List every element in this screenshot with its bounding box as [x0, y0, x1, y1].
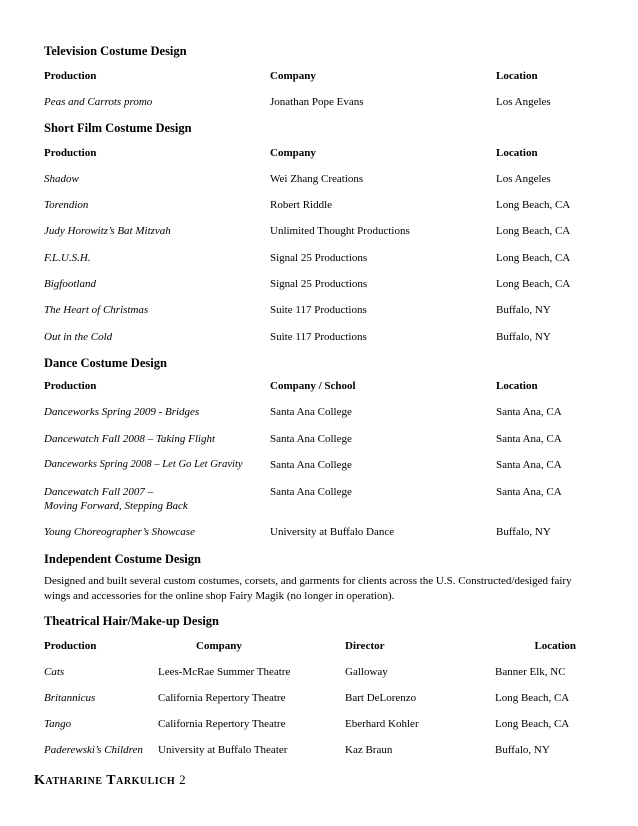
col-production: Production [44, 640, 97, 652]
company-cell: Santa Ana College [270, 459, 352, 471]
location-cell: Santa Ana, CA [496, 433, 562, 445]
production-cell: The Heart of Christmas [44, 304, 149, 316]
table-row [44, 173, 600, 185]
col-location: Location [534, 640, 576, 652]
production-cell: Danceworks Spring 2009 - Bridges [44, 406, 200, 418]
table-row [44, 718, 600, 730]
production-cell: Bigfootland [44, 278, 96, 290]
table-row [44, 744, 600, 756]
company-cell: Wei Zhang Creations [270, 173, 364, 185]
col-production: Production [44, 70, 97, 82]
location-cell: Santa Ana, CA [496, 406, 562, 418]
company-cell: Suite 117 Productions [270, 304, 367, 316]
production-cell: Britannicus [44, 692, 96, 704]
section-title: Theatrical Hair/Make-up Design [44, 614, 219, 628]
col-location: Location [496, 70, 538, 82]
independent-section [44, 552, 600, 602]
table-header [44, 147, 600, 159]
company-cell: University at Buffalo Theater [158, 744, 288, 756]
col-location: Location [496, 380, 538, 392]
production-cell: Peas and Carrots promo [44, 96, 153, 108]
footer-name: Katharine Tarkulich [34, 773, 176, 788]
col-company: Company [270, 70, 316, 82]
table-row [44, 692, 600, 704]
table-row [44, 225, 600, 237]
production-cell: Judy Horowitz’s Bat Mitzvah [44, 225, 171, 237]
director-cell: Kaz Braun [345, 744, 393, 756]
production-cell: Dancewatch Fall 2008 – Taking Flight [44, 433, 215, 445]
table-row [44, 199, 600, 211]
page-number: 2 [179, 772, 187, 787]
col-company [158, 640, 345, 652]
table-header [44, 380, 600, 392]
col-director: Director [345, 640, 385, 652]
table-header [44, 70, 600, 82]
production-cell: Torendion [44, 199, 89, 211]
production-cell: Tango [44, 718, 72, 730]
company-cell: Jonathan Pope Evans [270, 96, 364, 108]
section-title: Dance Costume Design [44, 356, 167, 370]
location-cell: Banner Elk, NC [495, 666, 566, 678]
theatrical-section [44, 614, 600, 756]
col-production: Production [44, 147, 97, 159]
company-cell: Suite 117 Productions [270, 331, 367, 343]
production-cell: Cats [44, 666, 65, 678]
location-cell: Buffalo, NY [495, 744, 550, 756]
company-cell: Lees-McRae Summer Theatre [158, 666, 291, 678]
tv-section [44, 44, 600, 108]
company-cell: Signal 25 Productions [270, 278, 368, 290]
director-cell: Eberhard Kohler [345, 718, 419, 730]
dance-section [44, 356, 600, 538]
company-cell: Signal 25 Productions [270, 252, 368, 264]
location-cell: Los Angeles [496, 173, 551, 185]
col-company: Company / School [270, 380, 356, 392]
location-cell: Long Beach, CA [496, 278, 571, 290]
table-row [44, 331, 600, 343]
production-cell: Out in the Cold [44, 331, 113, 343]
location-cell: Long Beach, CA [495, 692, 570, 704]
production-cell [44, 486, 270, 512]
table-row [44, 486, 600, 512]
table-row [44, 526, 600, 538]
location-cell: Los Angeles [496, 96, 551, 108]
section-title: Independent Costume Design [44, 552, 201, 566]
production-line-2: Moving Forward, Stepping Back [44, 500, 188, 512]
director-cell: Galloway [345, 666, 388, 678]
section-title: Short Film Costume Design [44, 121, 192, 135]
company-cell: Santa Ana College [270, 406, 352, 418]
table-row [44, 96, 600, 108]
page-footer [34, 772, 186, 789]
col-company: Company [270, 147, 316, 159]
table-row [44, 278, 600, 290]
company-cell: California Repertory Theatre [158, 718, 286, 730]
company-cell: California Repertory Theatre [158, 692, 286, 704]
director-cell: Bart DeLorenzo [345, 692, 417, 704]
table-row [44, 666, 600, 678]
table-header [44, 640, 576, 652]
col-location: Location [496, 147, 538, 159]
table-row [44, 252, 600, 264]
company-cell: University at Buffalo Dance [270, 526, 395, 538]
production-cell: Paderewski’s Children [44, 744, 143, 756]
company-cell: Robert Riddle [270, 199, 333, 211]
table-row [44, 433, 600, 445]
company-cell: Santa Ana College [270, 433, 352, 445]
location-cell: Buffalo, NY [496, 304, 551, 316]
location-cell: Santa Ana, CA [496, 459, 562, 471]
independent-description: Designed and built several custom costumes, corsets, and garments for clients across the U.S. Constructed/desiged fairy wings and accessories for the online shop Fairy Magik (no longer in operation). [44, 575, 572, 602]
col-company-label: Company [196, 640, 242, 652]
location-cell: Santa Ana, CA [496, 486, 562, 498]
production-cell: Young Choreographer’s Showcase [44, 526, 195, 538]
location-cell: Buffalo, NY [496, 526, 551, 538]
production-cell: F.L.U.S.H. [44, 252, 91, 264]
table-row [44, 304, 600, 316]
table-row [44, 406, 600, 418]
location-cell: Buffalo, NY [496, 331, 551, 343]
table-row [44, 459, 600, 471]
location-cell: Long Beach, CA [496, 252, 571, 264]
short-film-section [44, 121, 600, 343]
location-cell: Long Beach, CA [496, 225, 571, 237]
production-cell: Danceworks Spring 2008 – Let Go Let Gravity [44, 459, 243, 470]
company-cell: Santa Ana College [270, 486, 352, 498]
production-cell: Shadow [44, 173, 79, 185]
location-cell: Long Beach, CA [496, 199, 571, 211]
company-cell: Unlimited Thought Productions [270, 225, 410, 237]
location-cell: Long Beach, CA [495, 718, 570, 730]
production-line-1: Dancewatch Fall 2007 – [44, 486, 154, 498]
col-production: Production [44, 380, 97, 392]
section-title: Television Costume Design [44, 44, 187, 58]
